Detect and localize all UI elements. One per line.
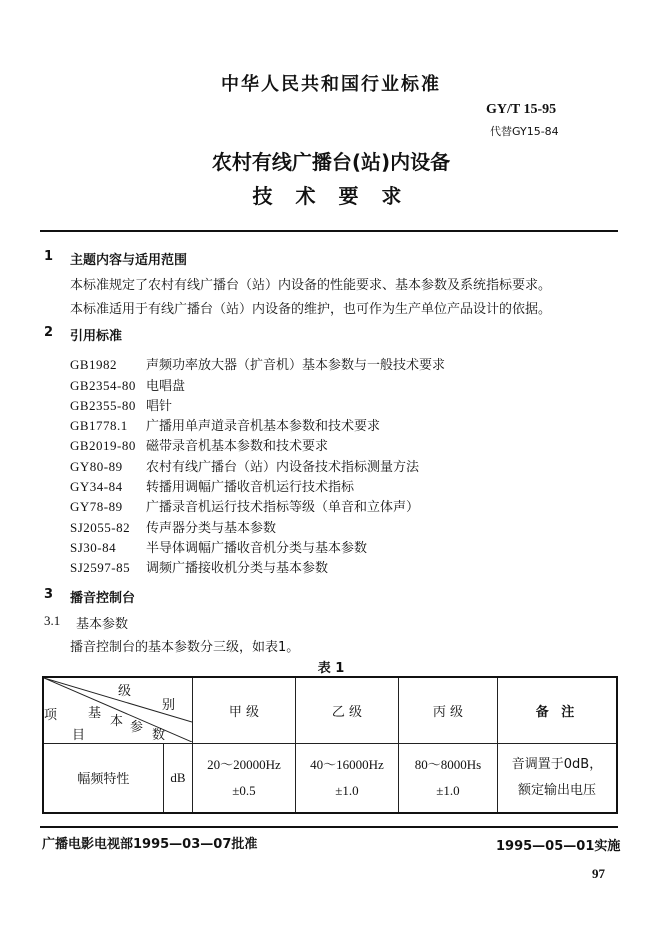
reference-code: GY80-89: [70, 459, 123, 474]
header-grade-b: 乙 级: [296, 677, 399, 743]
reference-item: [70, 375, 185, 394]
reference-title: 传声器分类与基本参数: [146, 521, 277, 536]
reference-title: 半导体调幅广播收音机分类与基本参数: [146, 541, 368, 556]
reference-item: [70, 496, 419, 515]
reference-code: SJ30-84: [70, 540, 117, 555]
reference-title: 磁带录音机基本参数和技术要求: [146, 439, 329, 454]
page-number: 97: [592, 866, 605, 881]
diagonal-header-cell: [43, 677, 193, 743]
table-caption: 表 1: [317, 661, 345, 676]
notes-value: [498, 743, 618, 813]
reference-code: SJ2597-85: [70, 560, 131, 575]
reference-title: 声频功率放大器（扩音机）基本参数与一般技术要求: [146, 358, 446, 373]
grade-a-range: 20～20000Hz: [207, 756, 281, 772]
reference-title: 调频广播接收机分类与基本参数: [146, 561, 329, 576]
notes-line-1: 音调置于0dB，: [511, 756, 603, 772]
reference-item: [70, 395, 172, 414]
grade-b-tolerance: ±1.0: [335, 782, 359, 798]
reference-title: 广播用单声道录音机基本参数和技术要求: [146, 419, 381, 434]
grade-b-value: [296, 743, 399, 813]
reference-code: SJ2055-82: [70, 520, 131, 535]
grade-c-tolerance: ±1.0: [436, 782, 460, 798]
header-grade-a: 甲 级: [193, 677, 296, 743]
standard-code: GY/T 15-95: [486, 102, 557, 117]
reference-title: 唱针: [146, 399, 173, 414]
reference-code: GB2354-80: [70, 378, 136, 393]
grade-a-tolerance: ±0.5: [232, 782, 256, 798]
reference-code: GY34-84: [70, 479, 123, 494]
grade-b-range: 40～16000Hz: [310, 756, 384, 772]
header-grade-c: 丙 级: [399, 677, 498, 743]
parameter-table: [42, 676, 618, 814]
reference-title: 广播录音机运行技术指标等级（单音和立体声）: [146, 500, 420, 515]
reference-item: [70, 476, 354, 495]
row-label: 幅频特性: [43, 743, 163, 813]
grade-c-value: [399, 743, 498, 813]
reference-item: [70, 537, 367, 556]
reference-item: [70, 354, 445, 373]
reference-code: GB2019-80: [70, 438, 136, 453]
table-header-row: [43, 677, 617, 743]
diag-label-ben: 本: [110, 714, 124, 729]
diag-label-shu: 数: [152, 728, 166, 743]
section-3-title: 播音控制台: [70, 591, 136, 606]
section-1-number: 1: [44, 249, 54, 264]
replaces-code: 代替GY15-84: [490, 125, 559, 138]
section-2-number: 2: [44, 325, 54, 340]
issuer-approval: 广播电影电视部1995—03—07批准: [42, 837, 258, 852]
section-1-paragraph-2: 本标准适用于有线广播台（站）内设备的维护，也可作为生产单位产品设计的依据。: [70, 302, 552, 317]
reference-title: 转播用调幅广播收音机运行技术指标: [146, 480, 355, 495]
diag-label-ji2: 基: [88, 706, 102, 721]
section-1-paragraph-1: 本标准规定了农村有线广播台（站）内设备的性能要求、基本参数及系统指标要求。: [70, 278, 552, 293]
reference-code: GB1982: [70, 357, 118, 372]
reference-title: 农村有线广播台（站）内设备技术指标测量方法: [146, 460, 420, 475]
reference-item: [70, 517, 276, 536]
reference-code: GY78-89: [70, 499, 123, 514]
effective-date: 1995—05—01实施: [496, 839, 621, 854]
diag-label-can: 参: [130, 720, 144, 735]
reference-code: GB1778.1: [70, 418, 128, 433]
document-title-line2: 技 术 要 求: [252, 184, 410, 208]
diag-label-mu: 目: [72, 728, 86, 743]
notes-line-2: 额定输出电压: [517, 782, 596, 798]
title-divider: [40, 230, 618, 232]
document-title-line1: 农村有线广播台(站)内设备: [211, 150, 451, 174]
reference-code: GB2355-80: [70, 398, 136, 413]
subsection-3-1-title: 基本参数: [76, 617, 129, 632]
grade-a-value: [193, 743, 296, 813]
reference-item: [70, 415, 380, 434]
diag-label-xiang: 项: [44, 708, 58, 723]
section-1-title: 主题内容与适用范围: [70, 253, 188, 268]
header-notes: 备 注: [498, 677, 618, 743]
section-2-title: 引用标准: [70, 329, 123, 344]
standard-category-title: 中华人民共和国行业标准: [221, 74, 441, 95]
diag-label-ji: 级: [118, 684, 132, 699]
reference-item: [70, 435, 328, 454]
subsection-3-1-number: 3.1: [44, 613, 61, 628]
reference-item: [70, 456, 419, 475]
grade-c-range: 80～8000Hs: [414, 756, 482, 772]
reference-item: [70, 557, 328, 576]
table-row: [43, 743, 617, 813]
reference-title: 电唱盘: [146, 379, 186, 394]
section-3-number: 3: [44, 587, 54, 602]
footer-divider: [40, 826, 618, 828]
row-unit: dB: [163, 743, 192, 813]
section-3-paragraph: 播音控制台的基本参数分三级，如表1。: [70, 640, 300, 655]
diag-label-bie: 别: [162, 698, 176, 713]
